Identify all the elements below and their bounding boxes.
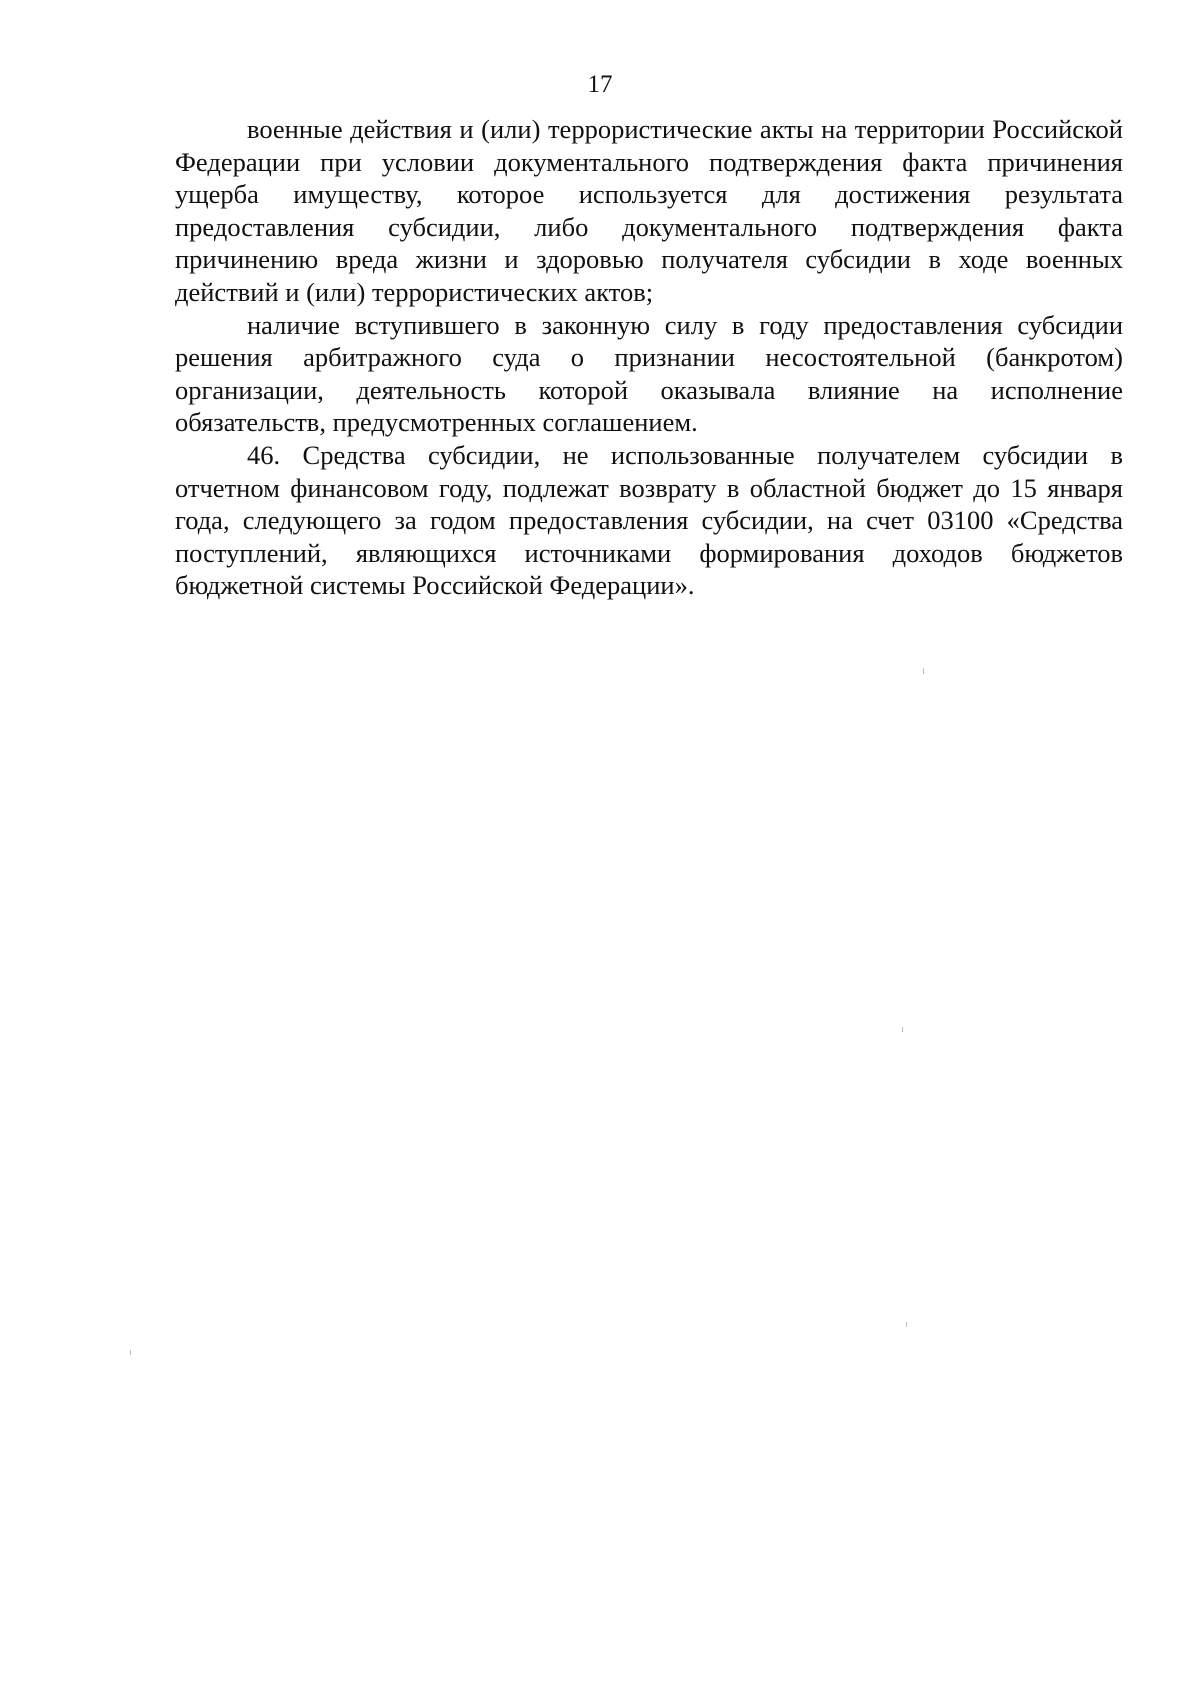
scan-speck [130,1350,131,1355]
scan-speck [923,668,924,674]
scan-speck [902,1027,903,1032]
scan-speck [906,1322,907,1327]
paragraph-bankruptcy: наличие вступившего в законную силу в году предоставления субсидии решения арбитражного суда о признании несостоятельной (банкротом) организации, деятельность которой оказывала влияние на исполнение обязательств, предусмотренных соглашением. [175,309,1123,438]
body-text [175,113,1123,602]
paragraph-46-subsidy-return: 46. Средства субсидии, не использованные получателем субсидии в отчетном финансовом году, подлежат возврату в областной бюджет до 15 января года, следующего за годом предоставления субсидии, на счет 03100 «Средства поступлений, являющихся источниками формирования доходов бюджетов бюджетной системы Российской Федерации». [175,439,1123,601]
paragraph-military-actions: военные действия и (или) террористические акты на территории Российской Федерации при условии документального подтверждения факта причинения ущерба имуществу, которое используется для достижения результата предоставления субсидии, либо документального подтверждения факта причинению вреда жизни и здоровью получателя субсидии в ходе военных действий и (или) террористических актов; [175,114,1123,307]
page-number: 17 [587,71,613,98]
